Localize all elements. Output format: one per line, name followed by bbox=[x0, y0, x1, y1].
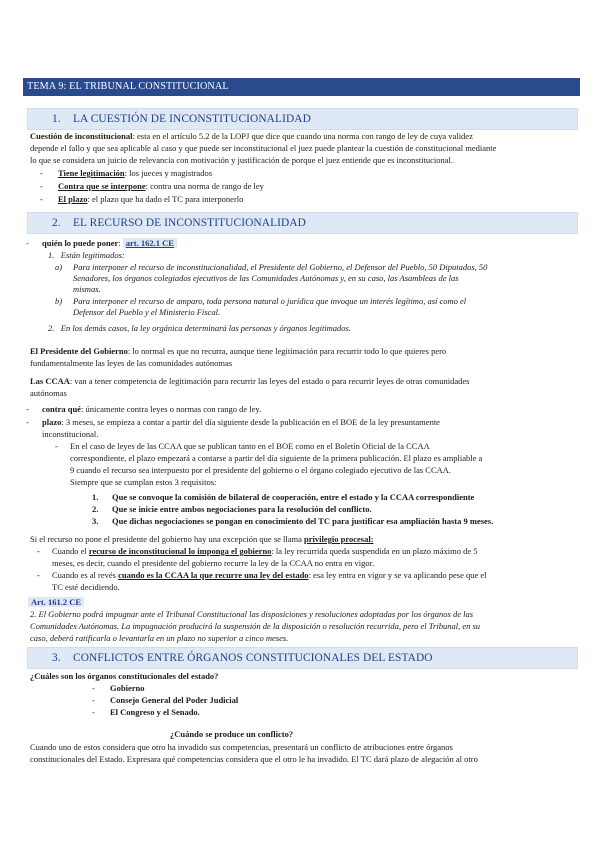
s2-plazo-line2: inconstitucional. bbox=[42, 429, 99, 439]
section-number: 1. bbox=[52, 113, 61, 125]
s3-question-1: ¿Cuáles son los órganos constitucionales del estado? bbox=[30, 671, 219, 681]
section-1-header bbox=[27, 108, 578, 130]
s2-n1: 1. Están legitimados: bbox=[48, 250, 125, 260]
bullet-dash: - bbox=[40, 168, 43, 178]
s3-para-line2: constitucionales del Estado. Expresara qué competencias considera que el otro le ha invadido. El TC dará plazo de alegación al otro bbox=[30, 754, 478, 764]
bullet-dash: - bbox=[37, 546, 40, 556]
bullet-dash: - bbox=[26, 238, 29, 248]
section-number: 3. bbox=[52, 652, 61, 664]
s1-item: Contra que se interpone: contra una norma de rango de ley bbox=[58, 181, 264, 191]
s2-plazo-line1: plazo: 3 meses, se empieza a contar a partir del día siguiente desde la publicación en el BOE de la ley presuntamente bbox=[42, 417, 440, 427]
requirement-number: 2. bbox=[92, 504, 99, 514]
requirement-text: Que se inicie entre ambos negociaciones para la resolución del conflicto. bbox=[112, 504, 372, 514]
section-3-header bbox=[27, 647, 578, 669]
s3-question-2: ¿Cuándo se produce un conflicto? bbox=[170, 729, 294, 739]
s2-contra: contra qué: únicamente contra leyes o normas con rango de ley. bbox=[42, 404, 262, 414]
bullet-dash: - bbox=[92, 695, 95, 705]
organ-item: Consejo General del Poder Judicial bbox=[110, 695, 239, 705]
bullet-dash: - bbox=[26, 417, 29, 427]
s2-ccaa-line2: autónomas bbox=[30, 388, 67, 398]
s2-b-line1: Para interponer el recurso de amparo, toda persona natural o jurídica que invoque un interés legítimo, así como el bbox=[73, 296, 467, 306]
s2-case2-line1: Cuando es al revés cuando es la CCAA la que recurre una ley del estado: esa ley entra en vigor y se va aplicando pese que el bbox=[52, 570, 487, 580]
bullet-dash: - bbox=[55, 441, 58, 451]
article-reference: Art. 161.2 CE bbox=[28, 597, 84, 607]
bullet-dash: - bbox=[40, 194, 43, 204]
bullet-dash: - bbox=[92, 707, 95, 717]
s2-b-line2: Defensor del Pueblo y el Ministerio Fiscal. bbox=[73, 307, 221, 317]
s1-intro-line3: lo que se considera un juicio de relevancia con motivación y justificación de porque el juez entiende que es inconstitucional. bbox=[30, 155, 453, 165]
s2-a-line2: Senadores, los órganos colegiados ejecutivos de las Comunidades Autónomas y, en su caso, las Asambleas de las bbox=[73, 273, 459, 283]
s2-pres-line1: El Presidente del Gobierno: lo normal es que no recurra, aunque tiene legitimación para recurrir todo lo que quieres pero bbox=[30, 346, 447, 356]
s2-case2-line2: TC esté decidiendo. bbox=[52, 582, 120, 592]
s2-a-line3: mismas. bbox=[73, 284, 101, 294]
s2-b-label: b) bbox=[55, 296, 63, 306]
s2-a-line1: Para interponer el recurso de inconstitucionalidad, el Presidente del Gobierno, el Defensor del Pueblo, 50 Diputados, 50 bbox=[73, 262, 488, 272]
s2-ccaa-line1: Las CCAA: van a tener competencia de legitimación para recurrir las leyes del estado o para recurrir leyes de otras comunidades bbox=[30, 376, 470, 386]
s1-item: El plazo: el plazo que ha dado el TC para interponerlo bbox=[58, 194, 244, 204]
s2-ccaa-case-line3: 9 cuando el recurso sea interpuesto por el presidente del gobierno o el órgano colegiado ejecutivo de las CCAA. bbox=[70, 465, 452, 475]
chapter-title-bar bbox=[23, 78, 580, 96]
s2-privilegio: Si el recurso no pone el presidente del gobierno hay una excepción que se llama privilegio procesal: bbox=[30, 534, 374, 544]
chapter-title: TEMA 9: EL TRIBUNAL CONSTITUCIONAL bbox=[27, 81, 229, 92]
s2-a-label: a) bbox=[55, 262, 63, 272]
section-title: CONFLICTOS ENTRE ÓRGANOS CONSTITUCIONALES DEL ESTADO bbox=[73, 652, 433, 664]
s2-art2-line2: Comunidades Autónomas. La impugnación producirá la suspensión de la disposición o resolución recurrida, pero el Tribunal, en su bbox=[30, 621, 481, 631]
s2-ccaa-case-line1: En el caso de leyes de las CCAA que se publican tanto en el BOE como en el Boletín Oficial de la CCAA bbox=[70, 441, 430, 451]
bullet-dash: - bbox=[26, 404, 29, 414]
s2-case1-line2: meses, es decir, cuando el presidente del gobierno recurre la ley de la CCAA no entra en vigor. bbox=[52, 558, 375, 568]
bullet-dash: - bbox=[92, 683, 95, 693]
bullet-dash: - bbox=[40, 181, 43, 191]
requirement-text: Que se convoque la comisión de bilateral de cooperación, entre el estado y la CCAA correspondiente bbox=[112, 492, 475, 502]
s2-ccaa-case-line4: Siempre que se cumplan estos 3 requisitos: bbox=[70, 477, 217, 487]
s2-art2-ref bbox=[28, 597, 84, 609]
s2-quien: quién lo puede poner: art. 162.1 CE bbox=[42, 238, 177, 250]
requirement-number: 1. bbox=[92, 492, 99, 502]
requirement-text: Que dichas negociaciones se pongan en conocimiento del TC para justificar esa ampliación hasta 9 meses. bbox=[112, 516, 494, 526]
section-title: EL RECURSO DE INCONSTITUCIONALIDAD bbox=[73, 217, 306, 229]
s2-art2-line3: caso, deberá ratificarla o levantarla en un plazo no superior a cinco meses. bbox=[30, 633, 289, 643]
requirement-number: 3. bbox=[92, 516, 99, 526]
s1-item: Tiene legitimación: los jueces y magistrados bbox=[58, 168, 213, 178]
article-reference: art. 162.1 CE bbox=[123, 238, 177, 248]
s2-art2-line1: 2. El Gobierno podrá impugnar ante el Tribunal Constitucional las disposiciones y resoluciones adoptadas por los órganos de las bbox=[30, 609, 474, 619]
s1-intro-line1: Cuestión de inconstitucional: esta en el artículo 5.2 de la LOPJ que dice que cuando una norma con rango de ley de cuya validez bbox=[30, 131, 473, 141]
s2-pres-line2: fundamentalmente las leyes de las comunidades autónomas bbox=[30, 358, 233, 368]
section-2-header bbox=[27, 212, 578, 234]
organ-item: Gobierno bbox=[110, 683, 145, 693]
s2-n2: 2. En los demás casos, la ley orgánica determinará las personas y órganos legitimados. bbox=[48, 323, 351, 333]
bullet-dash: - bbox=[37, 570, 40, 580]
organ-item: El Congreso y el Senado. bbox=[110, 707, 200, 717]
section-number: 2. bbox=[52, 217, 61, 229]
s2-ccaa-case-line2: correspondiente, el plazo empezará a contarse a partir del día siguiente de la primera publicación. El plazo es ampliable a bbox=[70, 453, 483, 463]
s2-case1-line1: Cuando el recurso de inconstitucional lo imponga el gobierno: la ley recurrida queda suspendida en un plazo máximo de 5 bbox=[52, 546, 478, 556]
section-title: LA CUESTIÓN DE INCONSTITUCIONALIDAD bbox=[73, 113, 311, 125]
s3-para-line1: Cuando uno de estos considera que otro ha invadido sus competencias, presentará un conflicto de atribuciones entre órganos bbox=[30, 742, 453, 752]
s1-intro-line2: depende el fallo y que sea aplicable al caso y que puede ser inconstitucional el juez puede plantear la cuestión de constitucional mediante bbox=[30, 143, 497, 153]
